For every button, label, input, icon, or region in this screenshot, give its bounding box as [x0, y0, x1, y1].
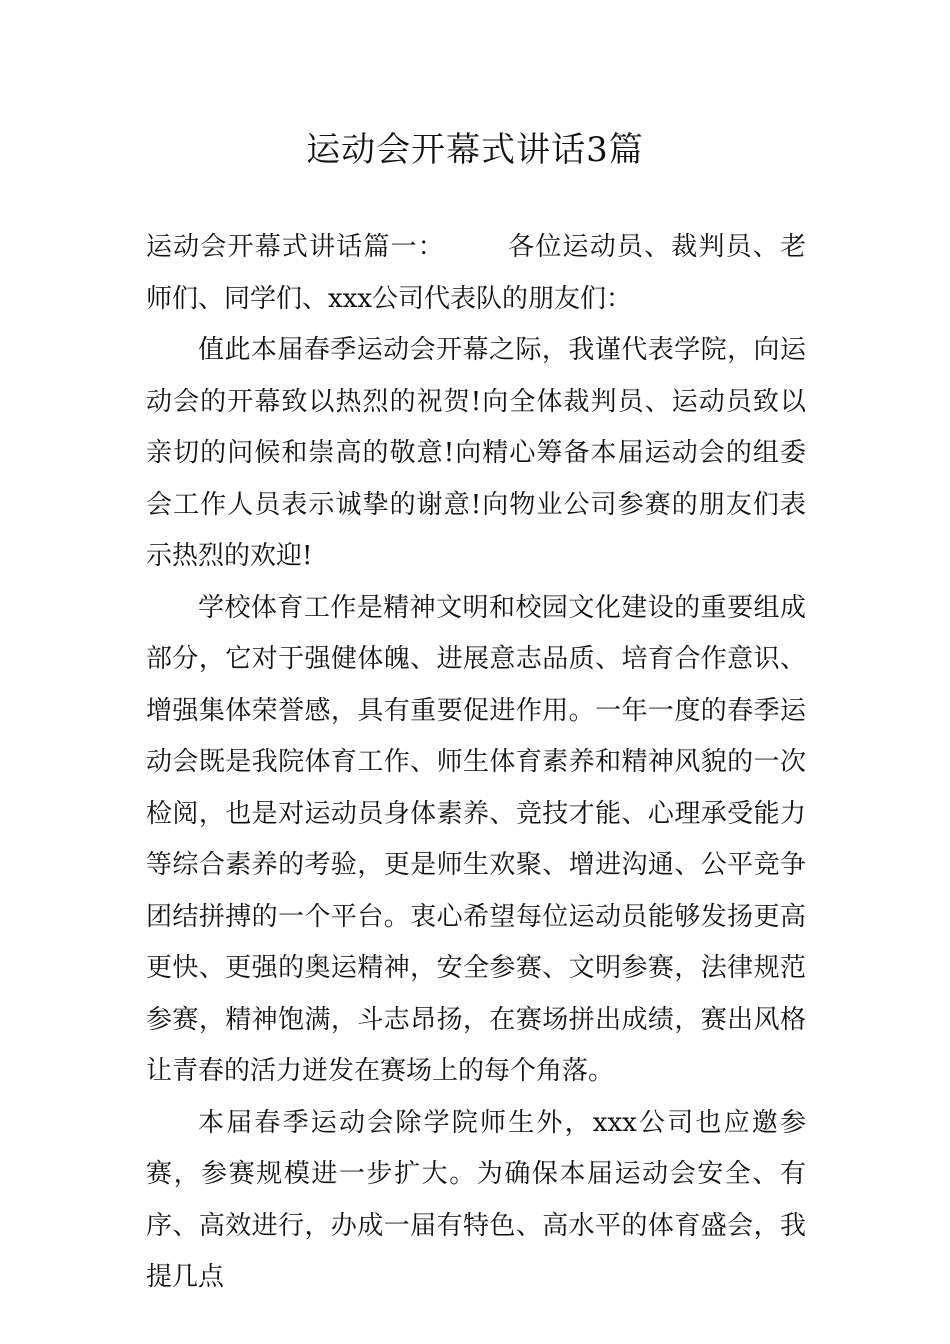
document-body — [146, 222, 806, 1304]
paragraph-sports-work: 学校体育工作是精神文明和校园文化建设的重要组成部分，它对于强健体魄、进展意志品质、培育合作意识、增强集体荣誉感，具有重要促进作用。一年一度的春季运动会既是我院体育工作、师生体育素养和精神风貌的一次检阅，也是对运动员身体素养、竞技才能、心理承受能力等综合素养的考验，更是师生欢聚、增进沟通、公平竞争团结拼搏的一个平台。衷心希望每位运动员能够发扬更高更快、更强的奥运精神，安全参赛、文明参赛，法律规范参赛，精神饱满，斗志昂扬，在赛场拼出成绩，赛出风格让青春的活力迸发在赛场上的每个角落。 — [146, 592, 806, 1086]
paragraph-participation: 本届春季运动会除学院师生外，xxx公司也应邀参赛，参赛规模进一步扩大。为确保本届运动会安全、有序、高效进行，办成一届有特色、高水平的体育盛会，我提几点 — [146, 1107, 806, 1292]
section-heading: 运动会开幕式讲话篇一： — [146, 232, 445, 262]
intro-paragraph — [146, 222, 806, 325]
document-title: 运动会开幕式讲话3篇 — [306, 130, 644, 170]
greeting-text: 各位运动员、裁判员、老师们、同学们、xxx公司代表队的朋友们： — [146, 232, 806, 314]
paragraph-opening: 值此本届春季运动会开幕之际，我谨代表学院，向运动会的开幕致以热烈的祝贺!向全体裁判员、运动员致以亲切的问候和崇高的敬意!向精心筹备本届运动会的组委会工作人员表示诚挚的谢意!向物业公司参赛的朋友们表示热烈的欢迎! — [146, 335, 806, 571]
